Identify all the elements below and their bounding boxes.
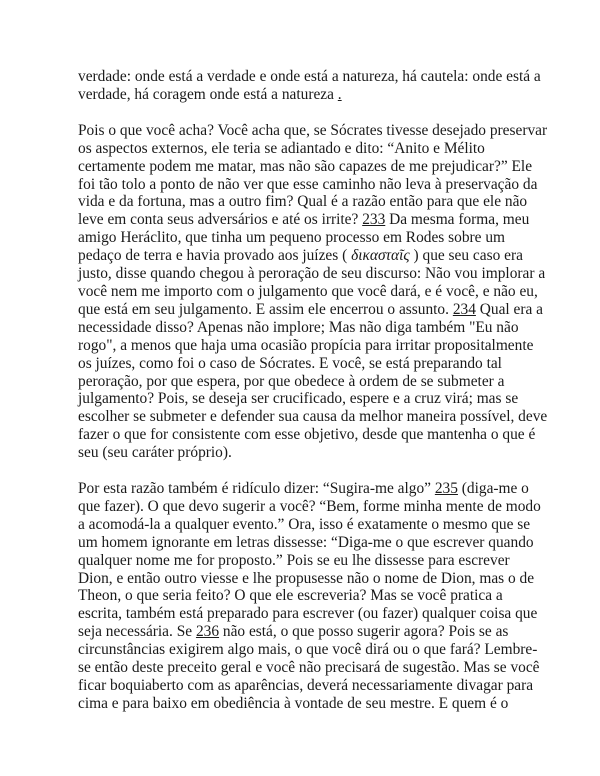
text-segment: ) que seu caso era (409, 247, 523, 265)
text-segment: a acomodá-la a qualquer evento.” Ora, isso é exatamente o mesmo que se (78, 515, 531, 533)
footnote-link[interactable]: . (337, 85, 342, 103)
text-line (78, 659, 540, 677)
paragraph (78, 121, 548, 462)
text-segment: rogo", a menos que haja uma ocasião propícia para irritar propositalmente (78, 336, 534, 354)
text-line (78, 247, 540, 265)
text-line (78, 516, 540, 534)
text-segment: Qual era a (475, 300, 544, 318)
text-segment: leve em conta seus adversários e até os irrite? (78, 211, 363, 229)
text-line (78, 444, 540, 462)
text-segment: justo, disse quando chegou à peroração de seu discurso: Não vou implorar a (78, 265, 546, 283)
footnote-link[interactable]: 236 (195, 623, 220, 641)
footnote-link[interactable]: 233 (362, 211, 386, 229)
text-line (78, 390, 540, 408)
text-segment: Dion, e então outro viesse e lhe propusesse não o nome de Dion, mas o de (78, 569, 535, 587)
text-segment: os aspectos externos, ele teria se adiantado e dito: “Anito e Mélito (78, 139, 485, 157)
text-line (78, 480, 540, 498)
text-line (78, 176, 540, 194)
text-segment: você nem me importo com o julgamento que você dará, e é você, e não eu, (78, 282, 538, 300)
text-segment: um homem ignorante em letras dissesse: “Diga-me o que escrever quando (78, 533, 534, 551)
text-line (78, 552, 540, 570)
text-segment: qualquer nome me for proposto.” Pois se eu lhe dissesse para escrever (78, 551, 510, 569)
text-line (78, 570, 540, 588)
text-line (78, 677, 540, 695)
text-segment: peroração, por que espera, por que obedece à ordem de se submeter a (78, 372, 505, 390)
text-segment: certamente podem me matar, mas não são capazes de me prejudicar?” Ele (78, 157, 533, 175)
text-segment: foi tão tolo a ponto de não ver que esse caminho não leva à preservação da (78, 175, 538, 193)
text-segment: que está em seu julgamento. E assim ele encerrou o assunto. (78, 300, 453, 318)
paragraph (78, 68, 540, 104)
text-line (78, 355, 540, 373)
text-line (78, 641, 540, 659)
text-line (78, 193, 540, 211)
text-segment: Da mesma forma, meu (385, 211, 530, 229)
text-line (78, 605, 540, 623)
text-segment: escrita, também está preparado para escrever (ou fazer) qualquer coisa que (78, 605, 538, 623)
footnote-link[interactable]: 234 (452, 300, 476, 318)
text-segment: não está, o que posso sugerir agora? Pois se as (219, 623, 509, 641)
text-line (78, 140, 540, 158)
text-line (78, 68, 540, 86)
text-line (78, 86, 540, 104)
text-line (78, 229, 540, 247)
text-segment: Pois o que você acha? Você acha que, se Sócrates tivesse desejado preservar (78, 121, 548, 139)
text-segment: se então deste preceito geral e você não precisará de sugestão. Mas se você (78, 659, 540, 677)
text-line (78, 158, 540, 176)
text-line (78, 498, 540, 516)
text-segment: verdade: onde está a verdade e onde está a natureza, há cautela: onde está a (78, 68, 541, 85)
paragraph (78, 480, 540, 713)
text-line (78, 265, 546, 283)
text-line (78, 426, 540, 444)
text-line (78, 283, 540, 301)
text-segment: seu (seu caráter próprio). (78, 444, 232, 462)
text-line (78, 695, 540, 713)
text-segment: vida e da fortuna, mas a outro fim? Qual é a razão então para que ele não (78, 193, 528, 211)
text-segment: Theon, o que seria feito? O que ele escreveria? Mas se você pratica a (78, 587, 503, 605)
document-page (78, 68, 548, 731)
text-segment: necessidade disso? Apenas não implore; Mas não diga também "Eu não (78, 318, 519, 336)
text-segment: circunstâncias exigirem algo mais, o que você dirá ou o que fará? Lembre- (78, 641, 538, 659)
text-segment: seja necessária. Se (78, 623, 196, 641)
text-segment: verdade, há coragem onde está a natureza (78, 85, 338, 103)
text-line (78, 408, 548, 426)
text-segment: ficar boquiaberto com as aparências, deverá necessariamente divagar para (78, 677, 534, 694)
text-segment: pedaço de terra e havia provado aos juízes ( (78, 247, 352, 265)
footnote-link[interactable]: 235 (434, 480, 458, 498)
text-segment: fazer o que for consistente com esse objetivo, desde que mantenha o que é (78, 426, 536, 444)
text-line (78, 300, 544, 319)
text-segment: que fazer). O que devo sugerir a você? “Bem, forme minha mente de modo (78, 497, 541, 515)
text-line (78, 337, 540, 355)
text-line (78, 211, 540, 229)
text-segment: amigo Heráclito, que tinha um pequeno processo em Rodes sobre um (78, 229, 505, 247)
greek-term: δικασταῖς (351, 247, 410, 265)
text-line (78, 587, 540, 605)
text-segment: os juízes, como foi o caso de Sócrates. E você, se está preparando tal (78, 354, 502, 372)
text-line (78, 534, 540, 552)
text-segment: Por esta razão também é ridículo dizer: “Sugira-me algo” (78, 480, 435, 498)
text-line (78, 623, 540, 641)
text-segment: escolher se submeter e defender sua causa da melhor maneira possível, deve (78, 408, 548, 426)
text-segment: cima e para baixo em obediência à vontade de seu mestre. E quem é o (78, 694, 509, 712)
text-line (78, 373, 540, 391)
text-line (78, 121, 548, 140)
text-segment: (diga-me o (457, 480, 529, 498)
text-segment: julgamento? Pois, se deseja ser crucificado, espere e a cruz virá; mas se (78, 390, 519, 408)
text-line (78, 319, 540, 337)
